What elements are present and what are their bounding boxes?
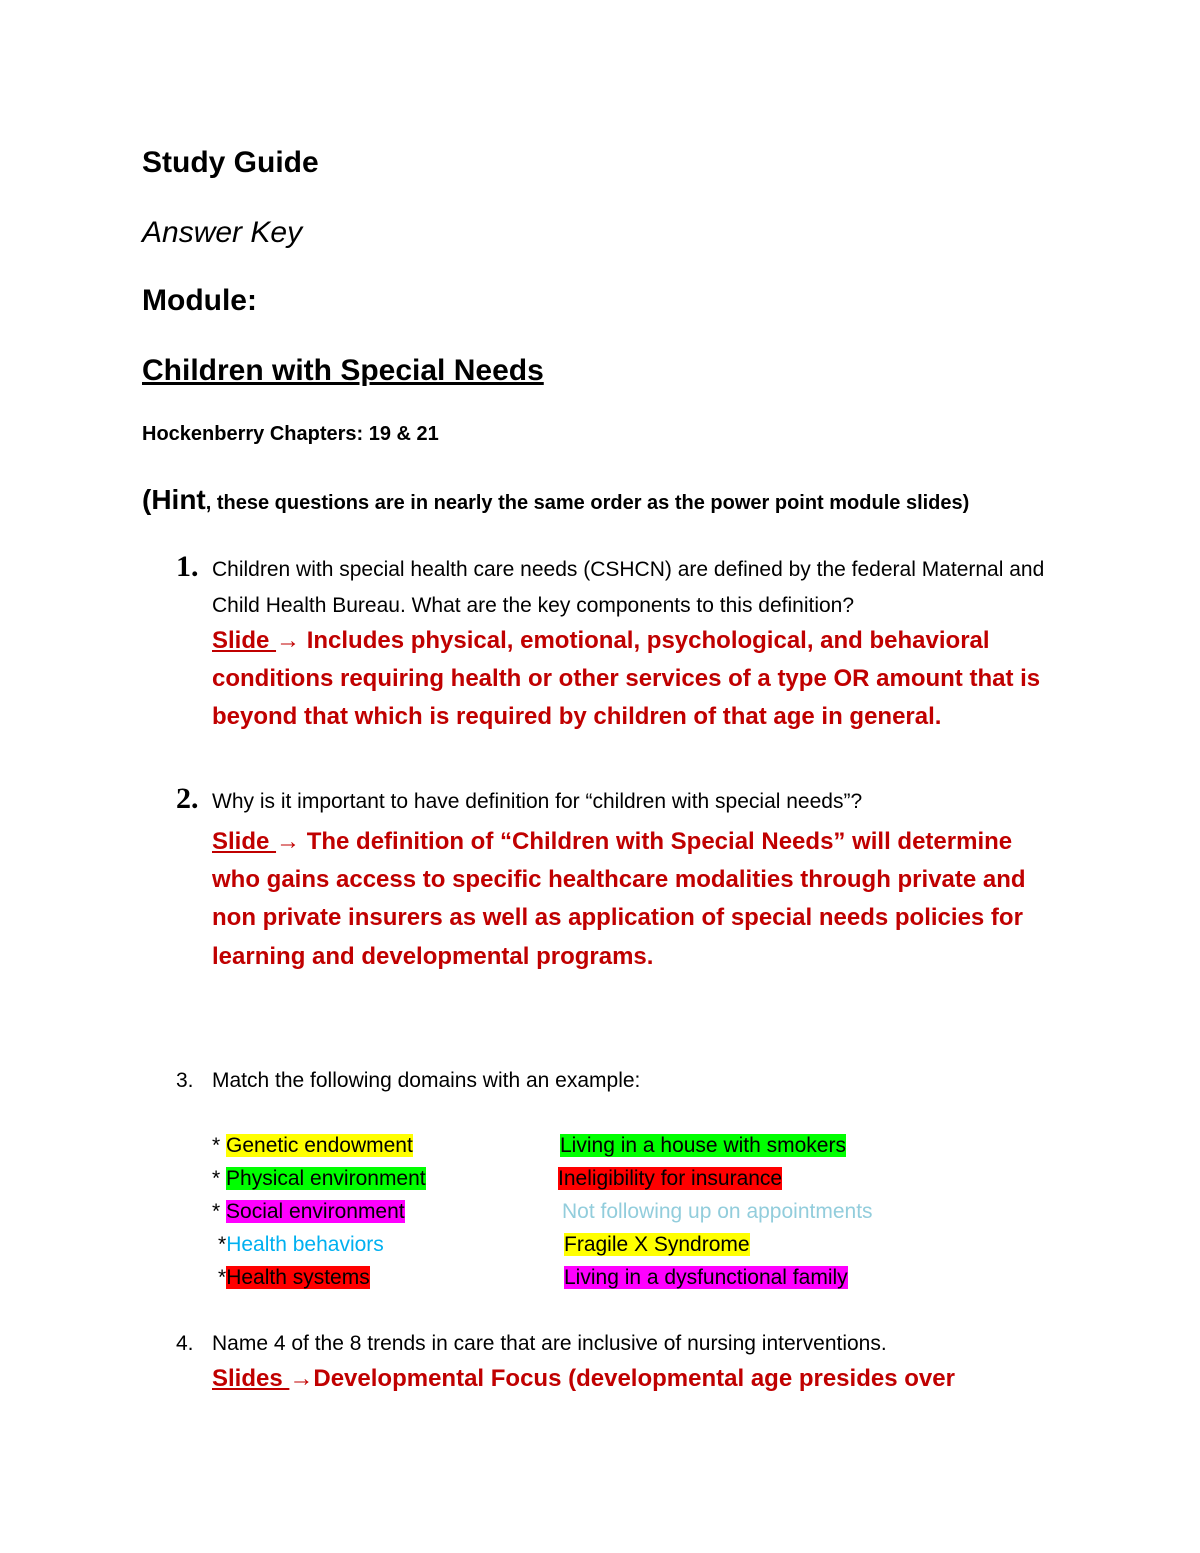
question-1-answer-line-2: conditions requiring health or other services of a type OR amount that is [212, 665, 1041, 692]
question-1-answer-line-1 [212, 627, 990, 655]
hint-open-paren: ( [142, 484, 152, 515]
module-label: Module: [142, 284, 257, 317]
domain-item [212, 1200, 405, 1224]
domain-label: Genetic endowment [226, 1134, 413, 1157]
bullet: * [218, 1266, 227, 1289]
example-item [564, 1266, 848, 1290]
slide-label: Slide [212, 627, 277, 654]
arrow-right-icon: → [276, 828, 301, 855]
example-label: Not following up on appointments [562, 1200, 873, 1223]
slide-label: Slide [212, 828, 277, 855]
example-label: Living in a house with smokers [560, 1134, 846, 1157]
arrow-right-icon: → [276, 627, 301, 654]
answer-text: The definition of “Children with Special Needs” will determine [306, 828, 1013, 855]
bullet: * [212, 1200, 221, 1223]
domain-item [212, 1167, 426, 1191]
document-title: Study Guide [142, 146, 319, 179]
chapters-reference: Hockenberry Chapters: 19 & 21 [142, 423, 439, 445]
example-label: Fragile X Syndrome [564, 1233, 750, 1256]
question-3-text: Match the following domains with an example: [212, 1069, 641, 1092]
question-4-number: 4. [176, 1332, 194, 1355]
hint-text: , these questions are in nearly the same order as the power point module slides) [205, 492, 970, 514]
question-2-answer-line-4: learning and developmental programs. [212, 943, 654, 970]
domain-label: Social environment [226, 1200, 405, 1223]
question-3-number: 3. [176, 1069, 194, 1092]
answer-text: Includes physical, emotional, psychological, and behavioral [306, 627, 990, 654]
slide-label: Slides [212, 1365, 290, 1392]
question-2-answer-line-1 [212, 828, 1012, 856]
domain-item [218, 1266, 370, 1290]
example-label: Ineligibility for insurance [558, 1167, 783, 1190]
hint-line [142, 484, 969, 516]
document-subtitle: Answer Key [142, 216, 303, 249]
question-1-number: 1. [176, 550, 199, 583]
question-4-text: Name 4 of the 8 trends in care that are inclusive of nursing interventions. [212, 1332, 887, 1355]
question-1-text-line-1: Children with special health care needs (CSHCN) are defined by the federal Maternal and [212, 558, 1045, 581]
domain-item [218, 1233, 384, 1257]
domain-item [212, 1134, 413, 1158]
bullet: * [212, 1167, 221, 1190]
example-item [562, 1200, 873, 1224]
example-item [558, 1167, 782, 1191]
question-2-number: 2. [176, 782, 199, 815]
module-name: Children with Special Needs [142, 354, 544, 387]
domain-label: Physical environment [226, 1167, 426, 1190]
question-1-answer-line-3: beyond that which is required by children of that age in general. [212, 703, 942, 730]
question-1-text-line-2: Child Health Bureau. What are the key components to this definition? [212, 594, 855, 617]
hint-word: Hint [151, 484, 206, 515]
arrow-right-icon: → [289, 1365, 314, 1392]
example-label: Living in a dysfunctional family [564, 1266, 848, 1289]
bullet: * [212, 1134, 221, 1157]
domain-label: Health systems [226, 1266, 370, 1289]
question-4-answer-line-1 [212, 1365, 955, 1393]
example-item [564, 1233, 750, 1257]
question-2-answer-line-2: who gains access to specific healthcare modalities through private and [212, 866, 1026, 893]
bullet: * [218, 1233, 227, 1256]
example-item [560, 1134, 846, 1158]
answer-text: Developmental Focus (developmental age presides over [313, 1365, 955, 1392]
domain-label: Health behaviors [226, 1233, 384, 1256]
question-2-text: Why is it important to have definition for “children with special needs”? [212, 790, 863, 813]
question-2-answer-line-3: non private insurers as well as application of special needs policies for [212, 904, 1023, 931]
